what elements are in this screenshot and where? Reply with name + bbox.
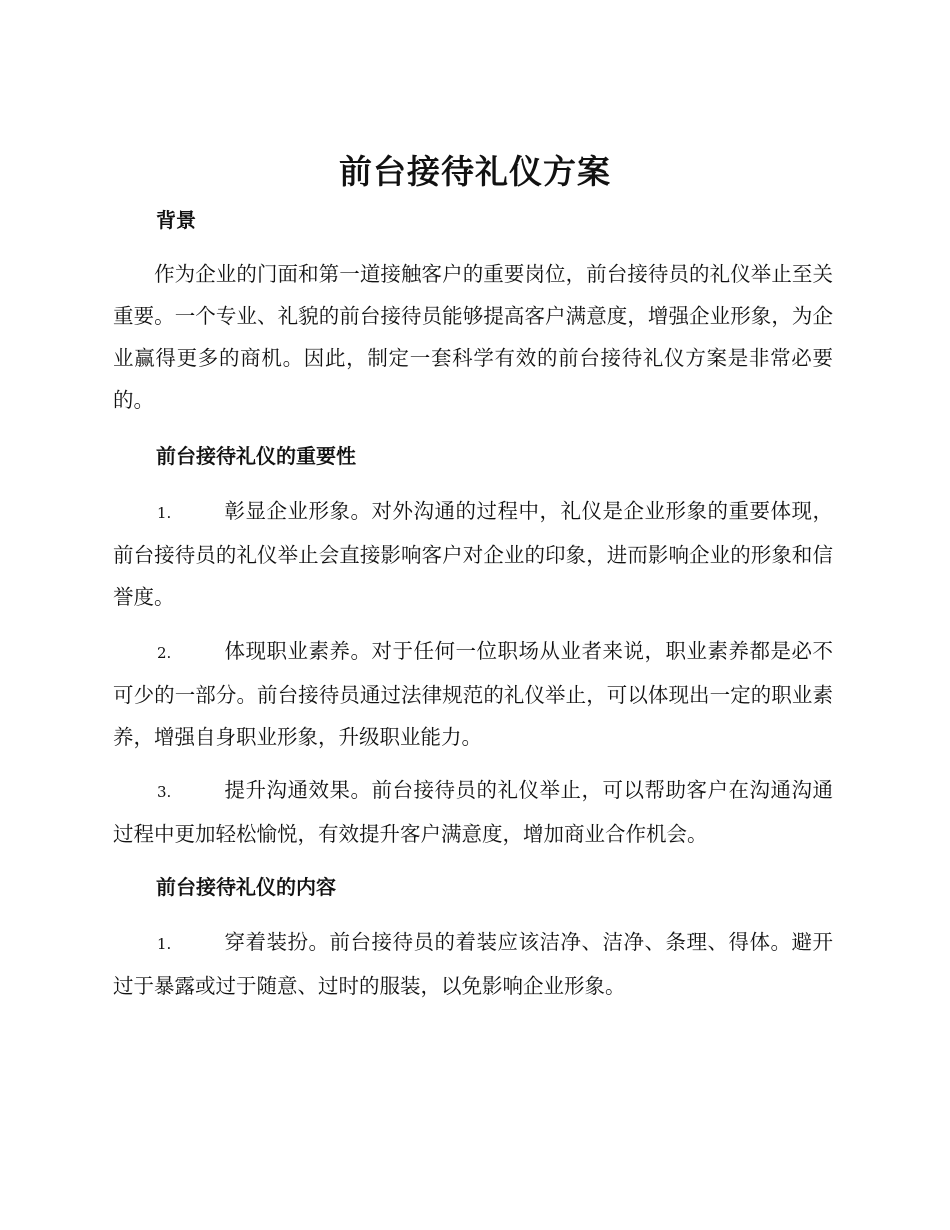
list-item-text: 提升沟通效果。前台接待员的礼仪举止，可以帮助客户在沟通沟通过程中更加轻松愉悦，有效提升客户满意度，增加商业合作机会。 [113, 778, 833, 846]
list-item [113, 630, 833, 758]
list-item-number: 1. [157, 504, 172, 522]
list-item [113, 921, 833, 1007]
section-heading-background: 背景 [156, 208, 196, 232]
list-item [113, 490, 833, 618]
list-item-text: 体现职业素养。对于任何一位职场从业者来说，职业素养都是必不可少的一部分。前台接待员通过法律规范的礼仪举止，可以体现出一定的职业素养，增强自身职业形象，升级职业能力。 [113, 639, 833, 749]
list-item-text: 穿着装扮。前台接待员的着装应该洁净、洁净、条理、得体。避开过于暴露或过于随意、过时的服装，以免影响企业形象。 [113, 930, 833, 998]
list-item-number: 1. [157, 935, 172, 953]
section-heading-content: 前台接待礼仪的内容 [156, 875, 336, 899]
list-item [113, 769, 833, 855]
list-item-number: 2. [157, 644, 172, 662]
list-item-text: 彰显企业形象。对外沟通的过程中，礼仪是企业形象的重要体现，前台接待员的礼仪举止会直接影响客户对企业的印象，进而影响企业的形象和信誉度。 [113, 499, 833, 609]
document-title: 前台接待礼仪方案 [339, 152, 611, 191]
section-heading-importance: 前台接待礼仪的重要性 [156, 444, 356, 468]
list-item-number: 3. [157, 783, 172, 801]
background-paragraph [113, 253, 833, 421]
background-paragraph-text: 作为企业的门面和第一道接触客户的重要岗位，前台接待员的礼仪举止至关重要。一个专业、礼貌的前台接待员能够提高客户满意度，增强企业形象，为企业赢得更多的商机。因此，制定一套科学有效的前台接待礼仪方案是非常必要的。 [113, 262, 833, 412]
